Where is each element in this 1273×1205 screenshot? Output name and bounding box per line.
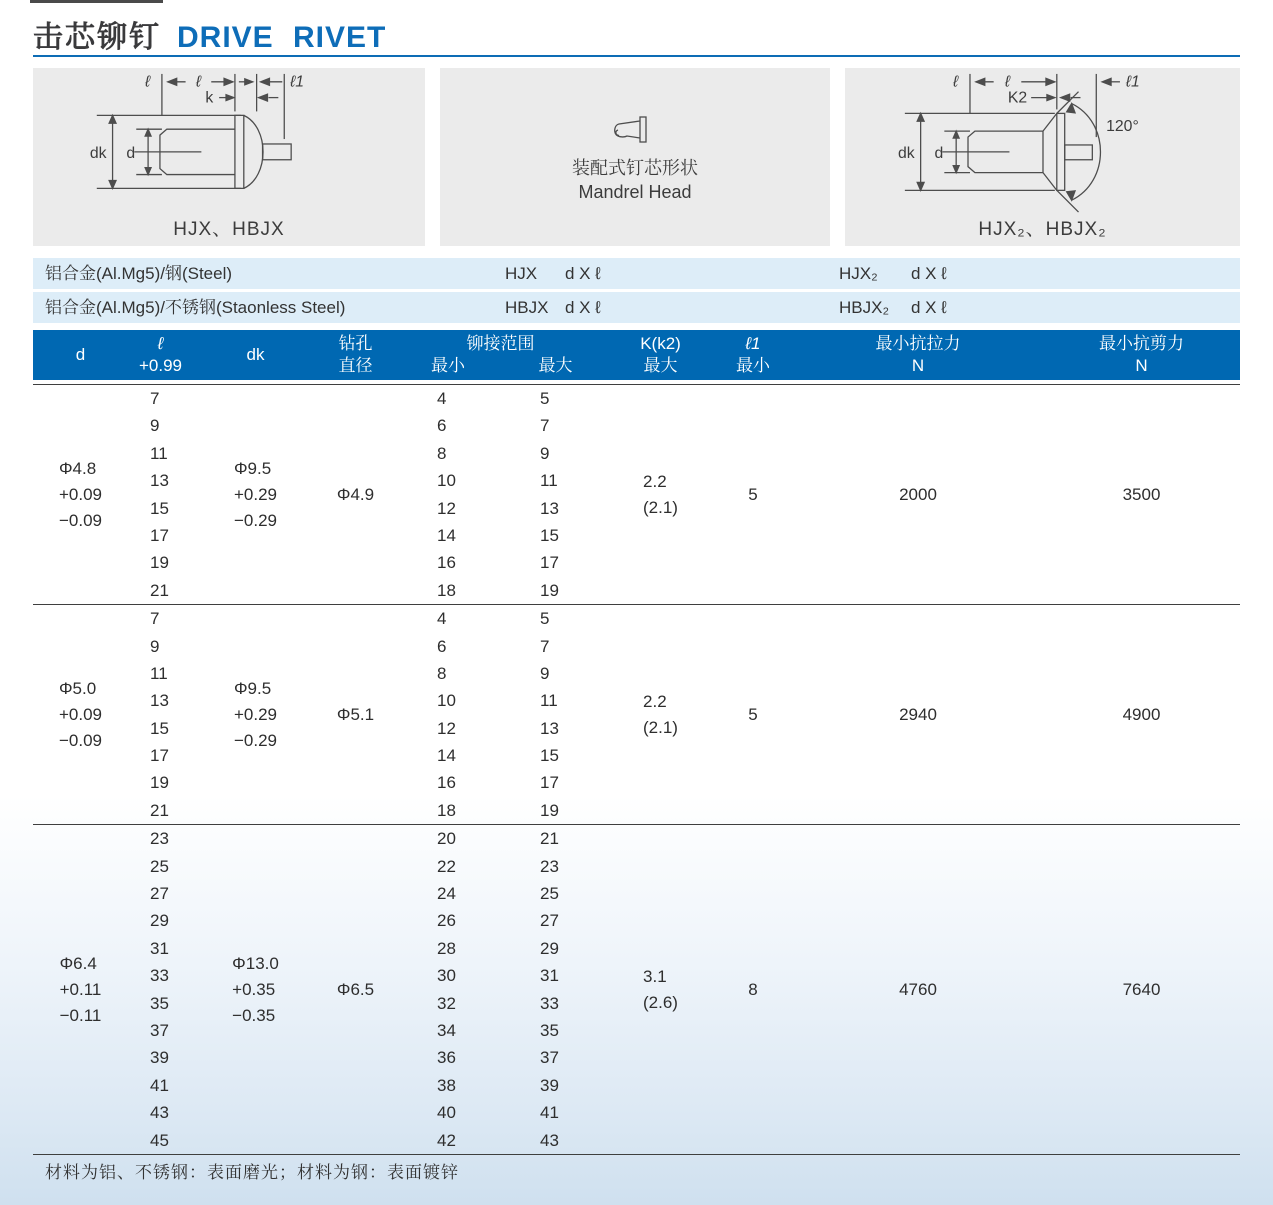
dim-label-d: d [126, 144, 136, 162]
material-code-hjx: HJX [505, 264, 538, 283]
col-min-tensile: 2940 [899, 704, 937, 724]
col-range-max: 5 7 9 11 13 15 17 19 [540, 389, 559, 600]
header-range-min: 最小 [431, 356, 465, 375]
col-min-shear: 4900 [1122, 704, 1161, 724]
material-spec: d X ℓ [911, 264, 947, 283]
mandrel-head-icon [605, 110, 665, 150]
page-title-en: DRIVE RIVET [177, 21, 387, 54]
material-spec: d X ℓ [565, 264, 601, 283]
dim-label-l-outer: ℓ [144, 73, 151, 91]
dim-label-k: k [205, 89, 214, 107]
header-min-tensile: 最小抗拉力 N [875, 334, 961, 375]
col-k-max: 2.2 (2.1) [643, 691, 678, 737]
col-dk: Φ13.0 +0.35 −0.35 [232, 953, 279, 1025]
material-name: 铝合金(Al.Mg5)/不锈钢(Staonless Steel) [45, 298, 346, 317]
panel-caption-hjx2: HJX₂、HBJX₂ [978, 219, 1107, 240]
col-range-min: 4 6 8 10 12 14 16 18 [437, 609, 456, 820]
col-range-min: 4 6 8 10 12 14 16 18 [437, 389, 456, 600]
col-min-shear: 7640 [1122, 979, 1161, 999]
header-drill-diameter: 钻孔 直径 [338, 334, 373, 375]
header-rivet-range: 铆接范围 最小 最大 [393, 330, 608, 380]
dim-label-l1: ℓ1 [290, 73, 305, 91]
header-dk: dk [246, 345, 265, 364]
dim-label-angle: 120° [1106, 118, 1139, 136]
col-d: Φ5.0 +0.09 −0.09 [58, 678, 102, 750]
table-group-3 [33, 825, 1240, 1155]
header-min-shear: 最小抗剪力 N [1099, 334, 1184, 375]
col-l-values: 23 25 27 29 31 33 35 37 39 41 43 45 [150, 829, 169, 1150]
col-dk: Φ9.5 +0.29 −0.29 [233, 458, 277, 530]
rivet-countersunk-head-diagram [845, 68, 1240, 216]
material-code-hbjx2: HBJX₂ [839, 298, 890, 317]
col-l-values: 7 9 11 13 15 17 19 21 [150, 389, 169, 600]
page-title [33, 12, 1240, 56]
col-range-min: 20 22 24 26 28 30 32 34 36 38 40 42 [437, 829, 456, 1150]
panel-caption-hjx: HJX、HBJX [173, 219, 285, 240]
material-spec: d X ℓ [911, 298, 947, 317]
mandrel-caption-en: Mandrel Head [578, 182, 692, 202]
col-k-max: 2.2 (2.1) [643, 471, 678, 517]
col-min-tensile: 4760 [899, 979, 937, 999]
col-drill-diameter: Φ6.5 [336, 979, 375, 999]
col-min-shear: 3500 [1122, 484, 1161, 504]
material-rows [33, 258, 1240, 326]
col-range-max: 21 23 25 27 29 31 33 35 37 39 41 43 [540, 829, 559, 1150]
dim-label-k2: K2 [1007, 89, 1028, 107]
table-header [33, 330, 1240, 380]
col-l1-min: 5 [748, 704, 758, 724]
page-title-cn: 击芯铆钉 [33, 21, 161, 54]
col-k-max: 3.1 (2.6) [643, 966, 678, 1012]
title-underline [33, 55, 1240, 57]
col-drill-diameter: Φ5.1 [336, 704, 375, 724]
diagram-panels [33, 68, 1240, 246]
col-d: Φ6.4 +0.11 −0.11 [59, 953, 102, 1025]
panel-mandrel-head [440, 68, 830, 246]
header-l: ℓ +0.99 [138, 334, 182, 375]
col-l1-min: 5 [748, 484, 758, 504]
dim-label-dk: dk [897, 144, 915, 162]
material-code-hbjx: HBJX [505, 298, 549, 317]
header-d: d [75, 345, 86, 364]
col-l1-min: 8 [748, 979, 758, 999]
dim-label-l1: ℓ1 [1125, 73, 1140, 91]
col-range-max: 5 7 9 11 13 15 17 19 [540, 609, 559, 820]
header-range-max: 最大 [538, 356, 573, 375]
panel-hjx2-diagram [845, 68, 1240, 246]
col-l-values: 7 9 11 13 15 17 19 21 [150, 609, 169, 820]
col-min-tensile: 2000 [899, 484, 937, 504]
footer-note: 材料为铝、不锈钢：表面磨光；材料为钢：表面镀锌 [45, 1163, 459, 1182]
table-group-2 [33, 605, 1240, 825]
dim-label-d: d [934, 144, 944, 162]
col-drill-diameter: Φ4.9 [336, 484, 375, 504]
mandrel-caption-cn: 装配式钉芯形状 [572, 158, 698, 178]
header-k-max: K(k2) 最大 [640, 334, 681, 375]
dim-label-l: ℓ [1004, 73, 1011, 91]
material-code-hjx2: HJX₂ [839, 264, 878, 283]
material-name: 铝合金(Al.Mg5)/钢(Steel) [45, 264, 233, 283]
col-d: Φ4.8 +0.09 −0.09 [58, 458, 102, 530]
table-body [33, 384, 1240, 1155]
dim-label-l-outer: ℓ [953, 73, 959, 91]
table-group-1 [33, 385, 1240, 605]
material-row-stainless [33, 292, 1240, 323]
spec-table [33, 330, 1240, 1155]
header-l1-min: ℓ1 最小 [736, 334, 770, 375]
dim-label-l: ℓ [195, 73, 201, 91]
material-row-steel [33, 258, 1240, 289]
panel-hjx-diagram [33, 68, 425, 246]
rivet-dome-head-diagram [33, 68, 425, 216]
col-dk: Φ9.5 +0.29 −0.29 [233, 678, 277, 750]
dim-label-dk: dk [89, 144, 107, 162]
material-spec: d X ℓ [565, 298, 601, 317]
cropped-page-edge [30, 0, 163, 3]
